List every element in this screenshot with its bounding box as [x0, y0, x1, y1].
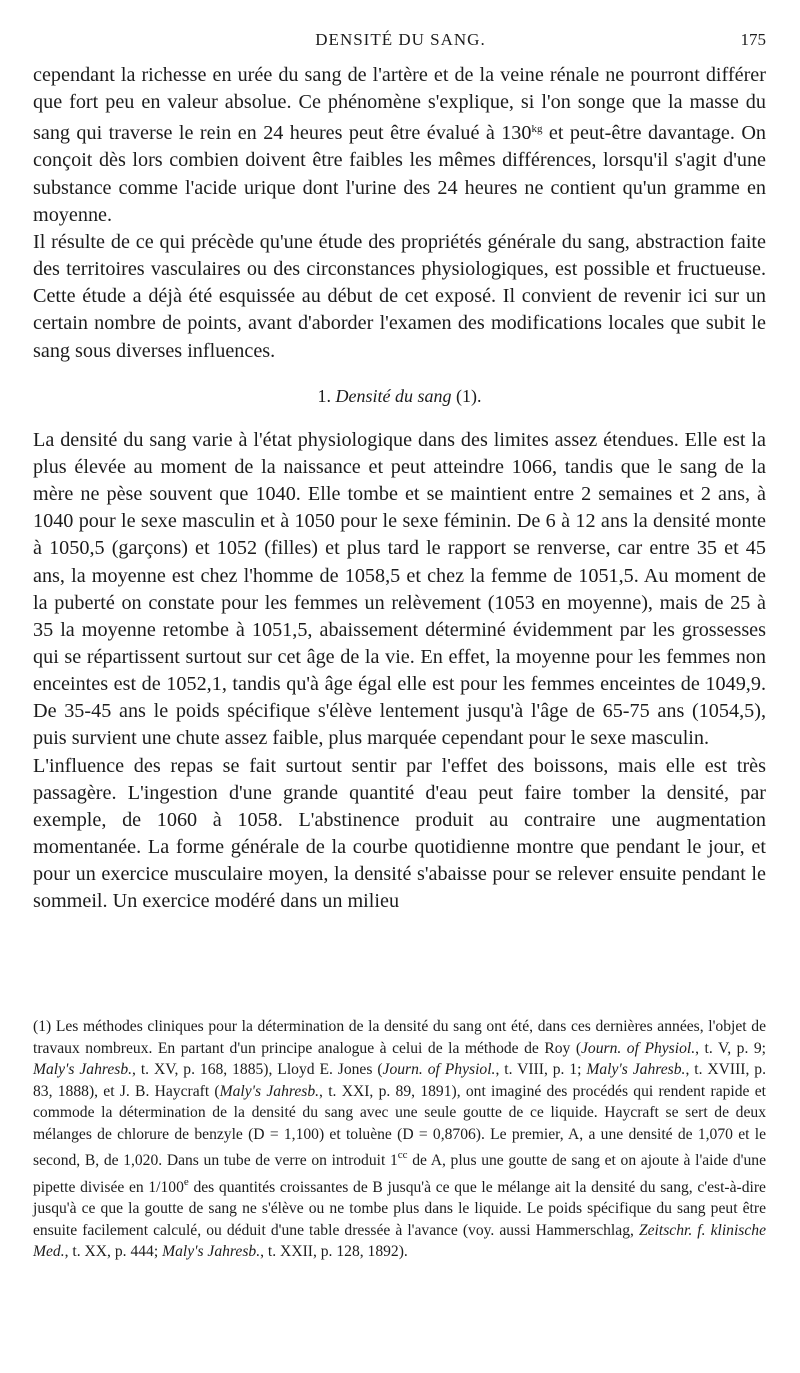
footnote-segment: Les méthodes cliniques pour la détermination de la densité du sang ont été, dans ces dernières années, l'objet de travaux nombreux. En partant d'un principe analogue à celui de la méthode de Roy ( [33, 1018, 766, 1057]
paragraph [33, 62, 766, 229]
journal-title: Maly's Jahresb. [162, 1243, 261, 1260]
journal-title: Journ. of Physiol. [581, 1039, 696, 1057]
footnote-segment: , t. XXI, p. 89, 1891), ont imaginé des procédés qui rendent rapide et commode la détermination de la densité du sang avec une seule goutte de ce liquide. Haycraft se sert de deux mélanges de chlorure de benzyle (D = 1,100) et toluène (D = 0,8706). Le premier, A, a une densité de 1,070 et le second, B, de 1,020. Dans un tube de verre on introduit 1 [33, 1082, 766, 1169]
unit-superscript: cc [397, 1149, 408, 1161]
journal-title: Journ. of Physiol. [382, 1061, 496, 1078]
footnote-segment: , t. XVIII, p. 83, 1888), et J. B. Haycraft ( [33, 1061, 766, 1100]
footnote-segment: des quantités croissantes de B jusqu'à ce que le mélange ait la densité du sang, c'est-à-dire jusqu'à ce que la goutte de sang ne s'élève ou ne tombe plus dans le liquide. Le poids spécifique du sang peut être ensuite facilement calculé, ou déduit d'une table dressée à l'avance (voy. aussi Hammerschlag, [33, 1178, 766, 1239]
footnote-segment: , t. V, p. 9; [695, 1039, 766, 1057]
paragraph: Il résulte de ce qui précède qu'une étude des propriétés générale du sang, abstraction faite des territoires vasculaires ou des circonstances physiologiques, est possible et fructueuse. Cette étude a déjà été esquissée au début de cet exposé. Il convient de revenir ici sur un certain nombre de points, avant d'aborder l'examen des modifications locales que subit le sang sous diverses influences. [33, 230, 766, 362]
running-head-title: DENSITÉ DU SANG. [315, 30, 486, 49]
paragraph: La densité du sang varie à l'état physiologique dans des limites assez étendues. Elle est la plus élevée au moment de la naissance et peut atteindre 1066, tandis que le sang de la mère ne pèse souvent que 1040. Elle tombe et se maintient entre 2 semaines et 2 ans, à 1040 pour le sexe masculin et à 1050 pour le sexe féminin. De 6 à 12 ans la densité monte à 1050,5 (garçons) et 1052 (filles) et plus tard le rapport se renverse, car entre 35 et 45 ans, la moyenne est chez l'homme de 1058,5 et chez la femme de 1051,5. Au moment de la puberté on constate pour les femmes un relèvement (1053 en moyenne), mais de 25 à 35 la moyenne retombe à 1051,5, abaissement déterminé évidemment par les grossesses qui se répartissent surtout sur cet âge de la vie. En effet, la moyenne pour les femmes non enceintes est de 1052,1, tandis qu'à âge égal elle est pour les femmes enceintes de 1049,9. De 35-45 ans le poids spécifique s'élève lentement jusqu'à l'âge de 65-75 ans (1054,5), puis survient une chute assez faible, plus marquée cependant pour le sexe masculin. [33, 428, 766, 750]
footnote [33, 1016, 766, 1263]
footnote-segment: , t. XXII, p. 128, 1892). [260, 1243, 408, 1260]
footnote-segment: , t. VIII, p. 1; [495, 1061, 587, 1078]
unit-superscript: e [183, 1175, 189, 1188]
footnote-text [33, 1016, 766, 1263]
journal-title: Maly's Jahresb. [586, 1061, 686, 1078]
footnote-reference: (1). [456, 385, 482, 406]
page-number: 175 [740, 30, 766, 49]
footnote-segment: , t. XV, p. 168, 1885), Lloyd E. Jones ( [132, 1061, 383, 1078]
section-heading [33, 383, 766, 410]
footnote-marker: (1) [33, 1018, 52, 1035]
paragraph: L'influence des repas se fait surtout sentir par l'effet des boissons, mais elle est très passagère. L'ingestion d'une grande quantité d'eau peut faire tomber la densité, par exemple, de 1060 à 1058. L'abstinence produit au contraire une augmentation momentanée. La forme générale de la courbe quotidienne montre que pendant le jour, et pour un exercice musculaire moyen, la densité s'abaisse pour se relever ensuite pendant le sommeil. Un exercice modéré dans un milieu [33, 754, 766, 913]
paragraph-text: cependant la richesse en urée du sang de l'artère et de la veine rénale ne pourront différer que fort peu en valeur absolue. Ce phénomène s'explique, si l'on songe que la masse du sang qui traverse le rein en 24 heures peut être évalué à 130 [33, 64, 766, 145]
running-head [35, 30, 766, 52]
journal-title: Maly's Jahresb. [33, 1061, 133, 1078]
footnote-segment: , t. XX, p. 444; [64, 1243, 163, 1260]
paragraph-text: et peut-être davantage. On conçoit dès lors combien doivent être faibles les mêmes différences, lorsqu'il s'agit d'une substance comme l'acide urique dont l'urine des 24 heures ne contient qu'un gramme en moyenne. [33, 122, 767, 226]
footnote-segment: de A, plus une goutte de sang et on ajoute à l'aide d'une pipette divisée en 1/100 [33, 1152, 767, 1196]
journal-title: Zeitschr. f. klinische Med. [33, 1221, 767, 1260]
journal-title: Maly's Jahresb. [219, 1082, 320, 1100]
section-title: Densité du sang [335, 385, 452, 406]
section-number: 1. [317, 385, 331, 406]
body-text [33, 62, 766, 916]
unit-superscript: kg [531, 123, 543, 136]
